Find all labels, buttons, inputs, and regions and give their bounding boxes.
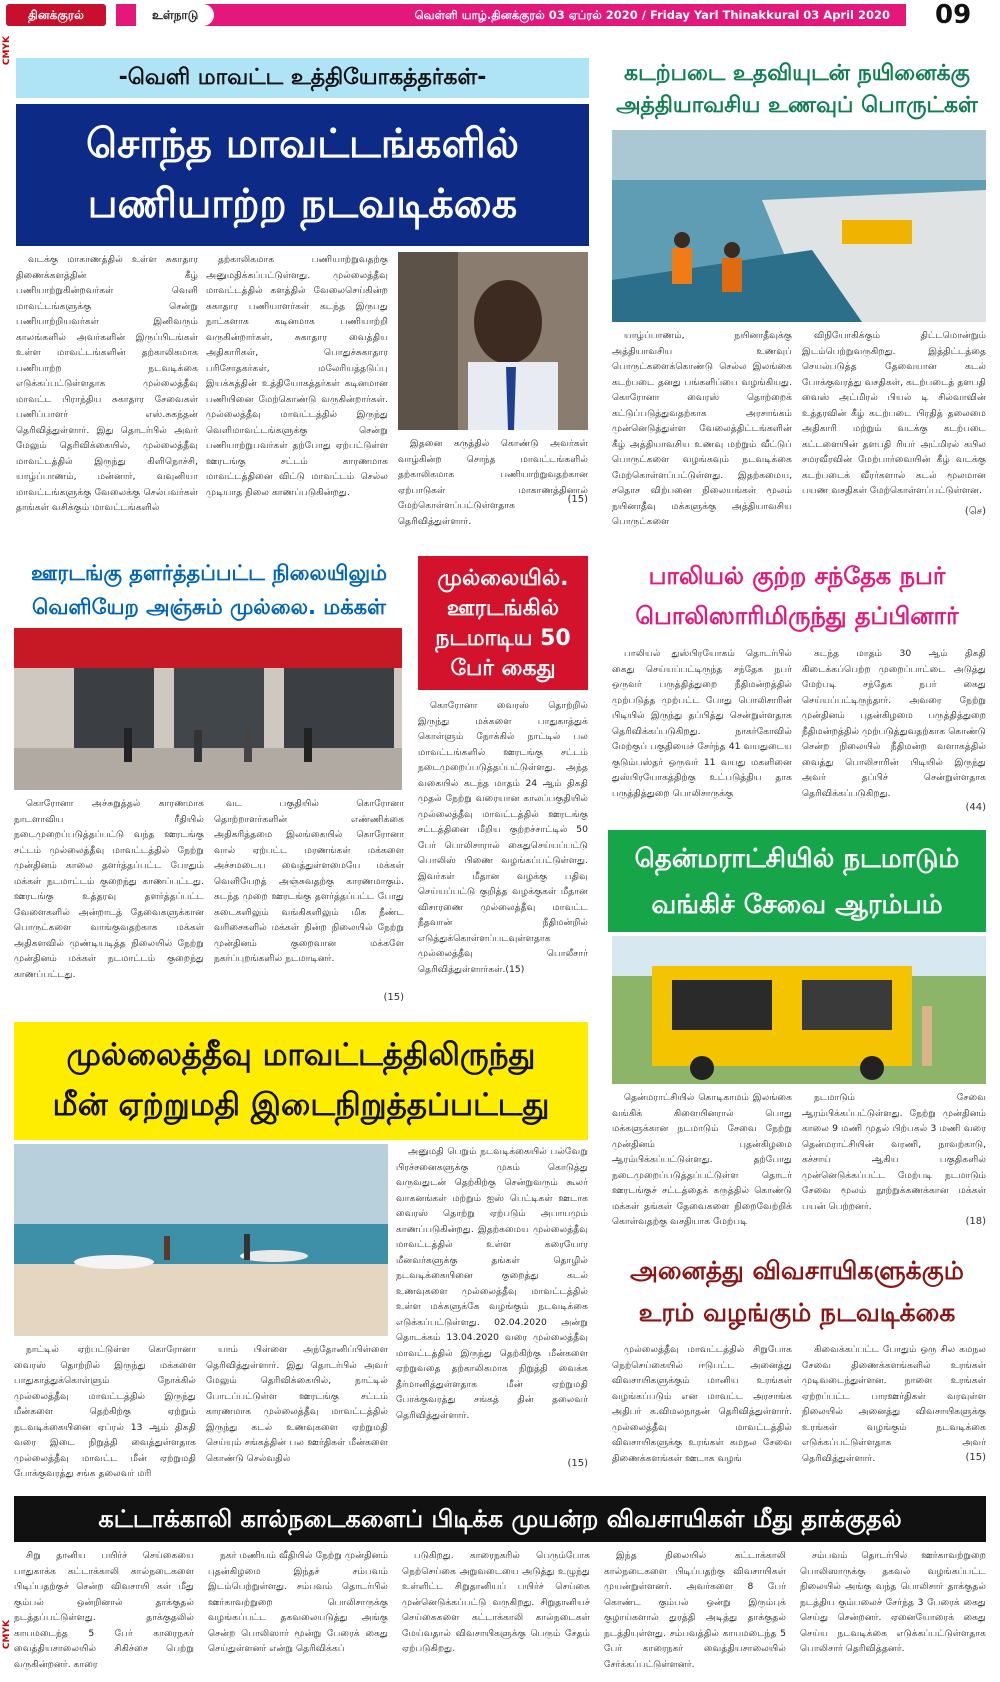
cmyk-mark: CMYK: [2, 36, 12, 66]
story5-col1: பாலியல் துஸ்பிரயோகம் தொடர்பில் கைது செய்யப்பட்டிருந்த சந்தேக நபர் ஒருவர் பருத்தித்துறை நீதிமன்றத்தில் முற்படுத்த முற்பட்ட போது பொலிசாரின் பிடியில் இருந்து தப்பித்து சென்றுள்ளதாக தெரிவிக்கப்படுகிறது. நாகர்கோவில் மேற்குப் பகுதியைச் சேர்ந்த 41 வயதுடைய குடும்பஸ்தர் ஒருவர் 11 வயது மகளினை துஸ்பிரயோகத்திற்கு உட்படுத்திய தாக பருத்தித்துறை பொலிசாருக்கு: [612, 648, 792, 799]
fishing-beach-photo: [14, 1144, 388, 1336]
story7-code: (15): [567, 1458, 588, 1469]
story8-code: (15): [965, 1452, 986, 1463]
story2-col2: விநியோகிக்கும் திட்டமொன்றும் இடம்பெற்றுவருகிறது. இத்திட்டத்தை செயல்படுத்த தேவையான கடல் போக்குவரத்து வசதிகள், கடற்படைத் தளபதி வைஸ் அட்மிரல் பியல் டி சில்வாவின் உத்தரவின் கீழ் கடற்படை பிரதித் தலைமை அதிகாரி மற்றும் வடக்கு கடற்படை கட்டளையின் தளபதி ரியர் அட்மிரல் கபில சமரவீரவின் மேற்பார்வையின் கீழ் வடக்கு கடற்படைக் வீரர்களால் கடல் மூலமான பயண வசதிகள் மேற்கொள்ளப்பட்டுள்ளன.: [802, 330, 986, 496]
story1-headline-line1: சொந்த மாவட்டங்களில்: [86, 121, 519, 167]
store-queue-photo: [14, 628, 402, 790]
story7-headline-line1: முல்லைத்தீவு மாவட்டத்திலிருந்து: [66, 1037, 536, 1073]
page-header: [0, 0, 1000, 30]
story5-col2: கடந்த மாதம் 30 ஆம் திகதி கிடைக்கப்பெற்ற முறைப்பாட்டை அடுத்து மேற்படி சந்தேக நபர் கைது செய்யப்பட்டிருந்தார். அவரை நேற்று முன்தினம் புதன்கிழமை பருத்தித்துறை நீதிமன்றத்தில் முற்படுத்துவதற்காக கொண்டு சென்ற நிலையில் நீதிமன்ற வளாகத்தில் வைத்து பொலிசாரின் பிடியில் இருந்து அவர் தப்பிச் சென்றுள்ளதாக தெரிவிக்கப்படுகிறது.: [802, 648, 986, 799]
story3-headline: [14, 556, 404, 626]
story4-headline-line3: நடமாடிய 50: [435, 626, 571, 651]
story6-headline-line2: வங்கிச் சேவை ஆரம்பம்: [651, 890, 943, 920]
story6-headline-line1: தென்மராட்சியில் நடமாடும்: [634, 844, 960, 874]
story8-col2: கிவைக்கப்பட்ட போதும் ஒரு சில கமநல சேவை திணைக்களங்களில் உரங்கள் முடிவடைந்துள்ளன. நாளை உரங்கள் ஏற்றப்பட்ட பாரஊர்திகள் வரவுள்ள நிலையில் அனைத்து விவசாயிகளுக்கு உரங்கள் வழங்கும் நடவடிக்கை எடுக்கப்பட்டுள்ளதாக அவர் தெரிவித்துள்ளார்.: [802, 1344, 986, 1464]
story2-headline-line2: அத்தியாவசிய உணவுப் பொருட்கள்: [616, 93, 978, 118]
story3-headline-line1: ஊரடங்கு தளர்த்தப்பட்ட நிலையிலும்: [31, 561, 387, 585]
story7-headline-line2: மீன் ஏற்றுமதி இடைநிறுத்தப்பட்டது: [52, 1087, 550, 1123]
story9-col2: நகர் மணியம் வீதியில் நேற்று முன்தினம் புதன்கிழமை இந்தச் சம்பவம் இடம்பெற்றுள்ளது. சம்பவம் தொடர்பில் ஊர்காவற்றுறை பொலிசாருக்கு வழங்கப்பட்ட தகவலையடுத்து அங்கு சென்ற பொலிஸார் மூன்று பேரைக் கைது செய்துள்ளனர் என்று தெரிவிக்கப்: [208, 1550, 388, 1654]
story1-headline-line2: பணியாற்ற நடவடிக்கை: [87, 181, 518, 227]
story9-col3: படுகிறது. காரைநகரில் பெரும்போக நெற்செய்கை அறுவடையை அடுத்து உழுந்து உள்ளிட்ட சிறுதானியப் பயிர்ச் செய்கை முன்னெடுக்கப்பட்டு வருகிறது. சிறுதானியச் செய்கைகளை கட்டாக்காலி கால்நடைகள் மேய்வதால் விவசாயிகளுக்கு பெரும் சேதம் ஏற்படுகிறது.: [402, 1550, 590, 1654]
story2-code: (செ): [964, 506, 986, 517]
story1-kicker: -வெளி மாவட்ட உத்தியோகத்தர்கள்-: [16, 58, 589, 98]
story8-headline-line1: அனைத்து விவசாயிகளுக்கும்: [630, 1256, 964, 1285]
story7-col1: நாட்டில் ஏற்பட்டுள்ள கொரோனா வைரஸ் தொற்றில் இருந்து மக்களை பாதுகாத்துக்கொள்ளும் நோக்கில் முல்லைத்தீவு மாவட்டத்தில் இருந்து மீன்களை தெற்கிற்கு ஏற்றும் நடவடிக்கையினை ஏப்ரல் 13 ஆம் திகதி வரை இடை நிறுத்தி வைத்துள்ளதாக முல்லைத்தீவு மாவட்ட மீன் ஏற்றுமதி போக்குவரத்து சங்க தலைவர் மரி: [14, 1344, 196, 1479]
story5-headline-line2: பொலிஸாரிமிருந்து தப்பினார்: [635, 602, 959, 630]
story9-col4: இந்த நிலையில் கட்டாக்காலி கால்நடைகளை பிடிப்பதற்கு விவசாயிகள் முயன்றுள்ளனர். அவர்களை 8 பேர் கொண்ட கும்பல் ஒன்று இரும்புக் குழாய்களால் துரத்தி அடித்து தாக்குதல் நடத்தியுள்ளது. சம்பவத்தில் காயமடைந்த 5 பேர் காரைநகர் வைத்தியசாலையில் சேர்க்கப்பட்டுள்ளனர்.: [604, 1550, 786, 1670]
story5-headline: [608, 556, 986, 640]
story4-headline-line2: ஊரடங்கில்: [446, 596, 560, 621]
story6-headline: [608, 830, 986, 932]
dateline: வெள்ளி யாழ்.தினக்குரல் 03 ஏப்ரல் 2020 / Friday Yarl Thinakkural 03 April 2020: [414, 8, 890, 22]
story7-headline: [14, 1022, 588, 1140]
story6-col1: தென்மராட்சியில் கொடிகாமம் இலங்கை வங்கிக் கிளையினரால் பொது மக்களுக்கான நடமாடும் சேவை நேற்று முன்தினம் புதன்கிழமை ஆரம்பிக்கப்பட்டுள்ளது. தற்போது நடைமுறைப்படுத்தப்பட்டுள்ள தொடர் ஊரடங்குச் சட்டத்தைக் கருத்தில் கொண்டு மக்கள் தங்கள் தேவைகளை நிறைவேற்றிக் கொள்வதற்கு வசதியாக மேற்படி: [612, 1092, 792, 1227]
story1-headline: [16, 104, 589, 246]
story8-headline-line2: உரம் வழங்கும் நடவடிக்கை: [638, 1298, 956, 1327]
story4-headline: [418, 556, 588, 690]
story9-col5: சம்பவம் தொடர்பில் ஊர்காவற்றுறை பொலிஸாருக்கு தகவல் வழங்கப்பட்ட நிலையில் அங்கு வந்த பொலிசார் தாக்குதல் நடத்திய கும்பலைச் சேர்ந்த 3 பேரைக் கைது செய்து சென்றனர். ஏனையோரைக் கைது செய்ய நடவடிக்கை எடுக்கப்பட்டுள்ளதாக பொலிசார் தெரிவித்தனர்.: [800, 1550, 986, 1654]
cmyk-mark-bottom: CMYK: [2, 1620, 12, 1650]
story4-headline-line4: பேர் கைது: [450, 656, 556, 681]
story9-col1: சிறு தானிய பயிர்ச் செய்கையை பாதுகாக்க கட்டாக்காலி கால்நடைகளை பிடிப்பதற்குச் சென்ற விவசாயி கள் மீது கும்பல் ஒன்றினால் தாக்குதல் நடத்தப்பட்டுள்ளது. தாக்குதலில் காயமடைந்த 5 பேர் காரைநகர் வைத்தியசாலையில் சிகிச்சை பெற்று வருகின்றனர். காரை: [14, 1550, 194, 1670]
story8-headline: [608, 1250, 986, 1338]
story4-col1: கொரோனா வைரஸ் தொற்றில் இருந்து மக்களை பாதுகாத்துக் கொள்ளும் நோக்கில் நாட்டில் பல மாவட்டங்களில் ஊரடங்கு சட்டம் நடைமுறைப்படுத்தப்பட்டுள்ளது. அந்த வகையில் கடந்த மாதம் 24 ஆம் திகதி முதல் நேற்று வரையான காலப்பகுதியில் முல்லைத்தீவு மாவட்டத்தில் ஊரடங்கு சட்டத்தினை மீறிய குற்றச்சாட்டில் 50 பேர் பொலிசாரால் கைதுசெய்யப்பட்டு பொலிஸ் பிணை வழங்கப்பட்டுள்ளது. இவர்கள் மீதான வழக்கு பதிவு செய்யப்பட்டு குறித்த வழக்குகள் மீதான விசாரணை முல்லைத்தீவு மாவட்ட நீதவான் நீதிமன்றில் எடுத்துக்கொள்ளப்படவுள்ளதாக முல்லைத்தீவு பொலீசார் தெரிவித்துள்ளார்கள்.(15): [418, 700, 588, 975]
story7-col2: யாம் பிள்ளை அந்தோனிப்பிள்ளை தெரிவித்துள்ளார். இது தொடர்பில் அவர் மேலும் தெரிவிக்கையில், நாட்டில் போடப்பட்டுள்ள ஊரடங்கு சட்டம் காரணமாக முல்லைத்தீவு மாவட்டத்தில் இருந்து கடல் உணவுகளை ஏற்றுமதி செய்யும் சங்கத்தின் பல ஊர்திகள் மீன்களை கொண்டு செல்வதில்: [206, 1344, 388, 1464]
story6-code: (18): [965, 1216, 986, 1227]
mobile-bank-van-photo: [612, 936, 986, 1084]
story2-col1: யாழ்ப்பாணம், நயினாதீவுக்கு அத்தியாவசிய உணவுப் பொருட்களைக்கொண்டு செல்ல இலங்கை கடற்படை தனது பங்களிப்பை வழங்கியது. கொரோனா வைரஸ் தொற்றைக் கட்டுப்படுத்துவதற்காக அரசாங்கம் முன்னெடுத்துள்ள வேலைத்திட்டங்களின் கீழ் அத்தியாவசிய உணவு மற்றும் வீட்டுப் பொருட்களை வழங்கவும் நடவடிக்கை மேற்கொள்ளப்பட்டுள்ளது. இதற்கமைய, சதொச விற்பனை நிலையங்கள் மூலம் நயினாதீவு மக்களுக்கு அத்தியாவசிய பொருட்களை: [612, 330, 792, 527]
story5-headline-line1: பாலியல் குற்ற சந்தேக நபர்: [648, 562, 946, 590]
story7-col-top: அனுமதி பெறும் நடவடிக்கையில் பல்வேறு பிரச்சனைகளுக்கு முகம் கொடுத்து வருவதுடன் தெற்கிற்கு சென்றுவரும் கூலர் வாகனங்கள் மற்றும் ஐஸ் பெட்டிகள் ஊடாக வைரஸ் தொற்று ஏற்படும் அபாயமும் காணப்படுகின்றது. இதற்கமைய முல்லைத்தீவு மாவட்டத்தில் உள்ள கரையோர மீனவர்களுக்கு தங்கள் தொழில் நடவடிக்கையினை குறைத்து கடல் உணவுகளை முல்லைத்தீவு மாவட்டத்தில் உள்ள மக்களுக்கே வழங்கும் நடவடிக்கை எடுக்கப்பட்டுள்ளது. 02.04.2020 அன்று தொடக்கம் 13.04.2020 வரை முல்லைத்தீவு மாவட்டத்தில் இருந்து தெற்கிற்கு மீன்களை ஏற்றுவதை தற்காலிகமாக நிறுத்தி வைக்க தீர்மானித்துள்ளதாக மீன் ஏற்றுமதி போக்குவரத்து சங்கத் தின் தலைவர் தெரிவித்துள்ளார்.: [396, 1146, 588, 1421]
navy-boat-photo: [612, 130, 986, 322]
newspaper-logo: தினக்குரல்: [6, 4, 106, 26]
story1-col1: வடக்கு மாகாணத்தில் உள்ள சுகாதார திணைக்களத்தின் கீழ் பணியாற்றுகின்றவர்கள் வெளி மாவட்டங்களுக்கு சென்று பணியாற்றியவர்கள் இனிவரும் காலங்களில் அவர்களின் இருப்பிடங்கள் உள்ள மாவட்டங்களின் தற்காலிகமாக பணியாற்ற நடவடிக்கை எடுக்கப்பட்டுள்ளதாக முல்லைத்தீவு மாவட்ட பிராந்திய சுகாதார சேவைகள் பணிப்பாளர் எஸ்.சுகந்தன் தெரிவித்துள்ளார். இது தொடர்பில் அவர் மேலும் தெரிவிக்கையில், முல்லைத்தீவு மாவட்டத்தில் இருந்து கிளிநொச்சி, யாழ்ப்பாணம், மன்னார், வவுனியா மாவட்டங்களுக்கு வேலைக்கு செல்பவர்கள் தாங்கள் வசிக்கும் மாவட்டங்களில்: [16, 254, 198, 513]
story2-headline: [608, 58, 986, 124]
story1-col3: இதனை கருத்தில் கொண்டு அவர்கள் வாழ்கின்ற சொந்த மாவட்டங்களில் தற்காலிகமாக பணியாற்றுவதற்கான ஏற்பாடுகள் மாகாணத்தினால் மேற்கொள்ளப்பட்டுள்ளதாக தெரிவித்துள்ளார்.: [398, 438, 588, 527]
section-label: உள்நாடு: [136, 4, 214, 26]
story9-headline: கட்டாக்காலி கால்நடைகளைப் பிடிக்க முயன்ற விவசாயிகள் மீது தாக்குதல்: [14, 1496, 986, 1542]
story4-headline-line1: முல்லையில்.: [437, 566, 569, 591]
story6-col2: நடமாடும் சேவை ஆரம்பிக்கப்பட்டுள்ளது. நேற்று முன்தினம் காலை 9 மணி முதல் பிற்பகல் 3 மணி வரை தென்மராட்சியின் வரணி, நாவற்காடு, கச்சாய் ஆகிய பகுதிகளில் முன்னெடுக்கப்பட்ட மேற்படி நடமாடும் சேவை மூலம் நூற்றுக்கணக்கான மக்கள் பயன் பெற்றனர்.: [802, 1092, 986, 1212]
story8-col1: முல்லைத்தீவு மாவட்டத்தில் சிறுபோக நெற்செய்கையில் ஈடுபட்ட அனைத்து விவசாயிகளுக்கும் மானிய உரங்கள் வழங்கப்படும் என மாவட்ட அரசாங்க அதிபர் க.விமலநாதன் தெரிவித்துள்ளார். முல்லைத்தீவு மாவட்டத்தில் விவசாயிகளுக்கு உரங்கள் கமநல சேவை திணைக்களங்கள் ஊடாக வழங்: [612, 1344, 792, 1464]
official-portrait-photo: [398, 252, 588, 430]
story1-col2: தற்காலிகமாக பணியாற்றுவதற்கு அனுமதிக்கப்பட்டுள்ளது. முல்லைத்தீவு மாவட்டத்தில் களத்தில் வேலைசெய்கின்ற சுகாதார பணியாளர்கள் கடந்த இருபது நாட்களாக கடினமாக பணியாற்றி வருகின்றார்கள், சுகாதார வைத்திய அதிகாரிகள், பொதுச்சுகாதார பரிசோதகர்கள், மலேரியத்தடுப்பு இயக்கத்தின் உத்தியோகத்தர்கள் கடினமான பணியினை மேற்கொண்டு வருகின்றார்கள். முல்லைத்தீவு மாவட்டத்தில் இருந்து வெளிமாவட்டங்களுக்கு சென்று பணியாற்றுபவர்கள் தற்போது ஏற்பட்டுள்ள ஊரடங்கு சட்டம் காரணமாக மாவட்டத்தினை விட்டு மாவட்டம் செல்ல முடியாத நிலை காணப்படுகின்றது.: [206, 254, 388, 498]
story3-headline-line2: வெளியேற அஞ்சும் முல்லை. மக்கள்: [31, 595, 387, 619]
story2-headline-line1: கடற்படை உதவியுடன் நயினைக்கு: [624, 61, 970, 86]
page-number: 09: [935, 0, 972, 30]
story3-code: (15): [383, 992, 404, 1003]
story3-col1: கொரோனா அச்சுறுத்தல் காரணமாக நாடளாவிய ரீதியில் நடைமுறைப்படுத்தப்பட்டு வந்த ஊரடங்கு சட்டம் முல்லைத்தீவு மாவட்டத்தில் நேற்று முன்தினம் காலை தளர்த்தப்பட்ட போதும் மக்கள் நடமாட்டம் குறைந்து காணப்பட்டது. ஊரடங்கு உத்தரவு தளர்த்தப்பட்ட வேளைகளில் அன்றாடத் தேவைகளுக்கான பொருட்களை வாங்குவதற்காக மக்கள் அதிகளவில் முண்டியடித்த நிலையில் நேற்று முன்தினம் மக்கள் நடமாட்டம் குறைந்து காணப்பட்டது.: [14, 798, 204, 980]
story1-code: (15): [567, 494, 588, 505]
story3-col2: வட பகுதியில் கொரோனா தொற்றாளர்களின் எண்ணிக்கை அதிகரித்தமை இலங்கையில் கொரோனா வால் ஏற்பட்ட மரணங்கள் மக்களை அச்சமடைய வைத்துள்ளமையே மக்கள் வெளியேறத் அஞ்சுவதற்கு காரணமாகும். கடந்த முறை ஊரடங்கு தளர்த்தப்பட்ட போது கடைகளிலும் வங்கிகளிலும் மிக நீண்ட வரிசைகளில் மக்கள் நின்ற நிலையில் நேற்று முன்தினம் குறைவான மக்களே நகர்ப்புறங்களில் நடமாடினர்.: [214, 798, 404, 964]
story5-code: (44): [965, 802, 986, 813]
